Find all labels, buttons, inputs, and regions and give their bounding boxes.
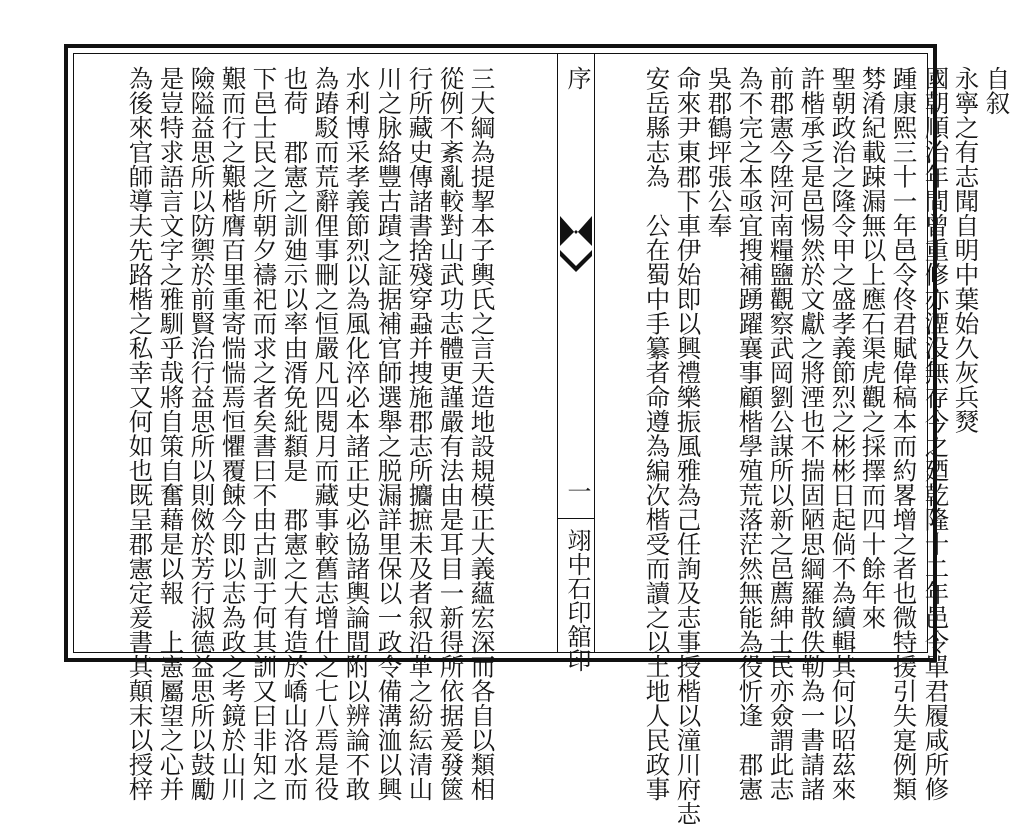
text-column: 為後來官師導夫先路楷之私幸又何如也既呈郡憲定爰書其顛末以授梓 [125, 66, 155, 801]
banderole-publisher: 翊中石印舘印 [563, 528, 591, 672]
text-column: 是豈特求語言文字之雅馴乎哉將自策自奮藉是以報 上憲屬望之心并 [156, 66, 186, 801]
banderole-title: 序 [563, 66, 591, 90]
text-column: 永寧之有志聞自明中葉始久灰兵燹 [951, 66, 981, 434]
text-column: 下邑士民之所朝夕禱祀而求之者矣書曰不由古訓于何其訓又曰非知之 [249, 66, 279, 801]
text-column: 為不完之本亟宜搜補踴躍襄事顧楷學殖荒落茫然無能為役忻逢 郡憲 [735, 66, 765, 801]
center-banderole [557, 54, 595, 672]
text-column: 也荷 郡憲之訓廸示以率由湑免紕纇是 郡憲之大有造於嶠山洛水而 [280, 66, 310, 801]
text-column: 安岳縣志為 公在蜀中手纂者命遵為編次楷受而讀之以土地人民政事 [642, 66, 672, 801]
text-column: 前郡憲今陞河南糧鹽觀察武岡劉公謀所以新之邑薦紳士民亦僉謂此志 [766, 66, 796, 801]
banderole-divider [558, 518, 594, 519]
text-column: 艱而行之艱楷膺百里重寄惴惴焉恒懼覆餗今即以志為政之考鏡於山川 [218, 66, 248, 801]
fishtail-ornament [558, 202, 594, 288]
fishtail-lower [560, 250, 592, 272]
banderole-page-number: 一 [563, 479, 591, 503]
page-frame [64, 44, 1012, 826]
text-column: 吳郡鶴坪張公奉 [704, 66, 734, 238]
text-column: 險隘益思所以防禦於前賢治行益思所以則傚於芳行淑德益思所以鼓勵 [187, 66, 217, 801]
text-column: 為踳駁而荒辭俚事刪之恒嚴凡四閱月而藏事較舊志增什之七八焉是役 [311, 66, 341, 801]
text-column: 自叙 [982, 66, 1012, 115]
text-column: 命來尹東郡下車伊始即以興禮樂振風雅為己任詢及志事授楷以潼川府志 [673, 66, 703, 826]
text-column: 國朝順治年間曾重修亦湮没無存今之廼乾隆十二年邑令單君履咸所修 [921, 66, 951, 801]
text-column: 許楷承乏是邑惕然於文獻之將湮也不揣固陋思綱羅散佚勒為一書請諸 [797, 66, 827, 801]
text-column: 棼淆紀載踈漏無以上應石渠虎觀之採擇而四十餘年來 [858, 66, 888, 630]
text-block [73, 53, 1012, 826]
text-column: 川之脉絡豐古蹟之証据補官師選舉之脱漏詳里保以一政令備溝洫以興 [374, 66, 404, 801]
text-column: 從例不紊亂較對山武功志體更謹嚴有法由是耳目一新得所依据爰發篋 [436, 66, 466, 801]
fishtail-upper [560, 216, 592, 246]
text-column: 聖朝政治之隆令甲之盛孝義節烈之彬彬日起倘不為續輯其何以昭茲來 [828, 66, 858, 801]
text-column: 行所藏史傳諸書捨殘穿蝨并捜施郡志所攟摭未及者叙沿革之紛紜清山 [405, 66, 435, 801]
text-column: 踵康熙三十一年邑令佟君賦偉稿本而約畧增之者也微特援引失寔例類 [889, 66, 919, 801]
text-column: 水利博采孝義節烈以為風化淬必本諸正史必協諸輿論間附以辨論不敢 [342, 66, 372, 801]
text-column: 三大綱為提挈本子輿氏之言天造地設規模正大義蘊宏深而各自以類相 [467, 66, 497, 801]
